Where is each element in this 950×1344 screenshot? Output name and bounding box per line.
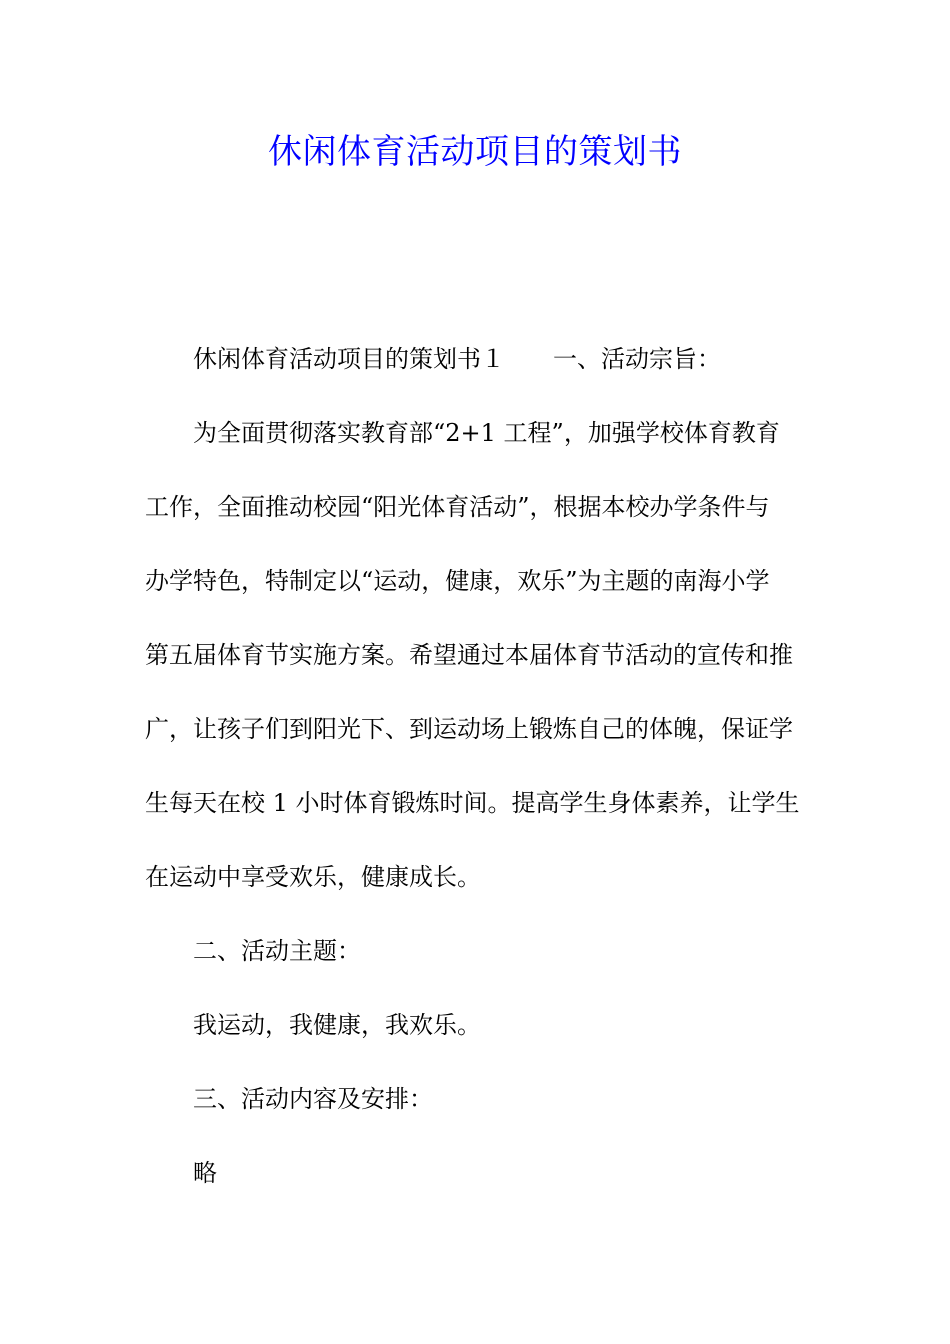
purpose-line-1: 为全面贯彻落实教育部“2+1 工程”，加强学校体育教育: [193, 419, 780, 447]
section-3-text: 略: [193, 1159, 217, 1187]
purpose-line-2: 工作，全面推动校园“阳光体育活动”，根据本校办学条件与: [145, 493, 770, 521]
section-3-heading: 三、活动内容及安排：: [193, 1085, 433, 1113]
section-2-heading: 二、活动主题：: [193, 937, 361, 965]
purpose-line-3: 办学特色，特制定以“运动，健康，欢乐”为主题的南海小学: [145, 567, 770, 595]
document-title: 休闲体育活动项目的策划书: [268, 132, 682, 172]
purpose-line-4: 第五届体育节实施方案。希望通过本届体育节活动的宣传和推: [145, 641, 793, 669]
intro-line: 休闲体育活动项目的策划书１ 一、活动宗旨：: [193, 345, 721, 373]
purpose-line-5: 广，让孩子们到阳光下、到运动场上锻炼自己的体魄，保证学: [145, 715, 793, 743]
purpose-line-7: 在运动中享受欢乐，健康成长。: [145, 863, 481, 891]
purpose-line-6: 生每天在校 1 小时体育锻炼时间。提高学生身体素养，让学生: [145, 789, 800, 817]
document-body: [145, 322, 807, 1210]
section-2-text: 我运动，我健康，我欢乐。: [193, 1011, 481, 1039]
